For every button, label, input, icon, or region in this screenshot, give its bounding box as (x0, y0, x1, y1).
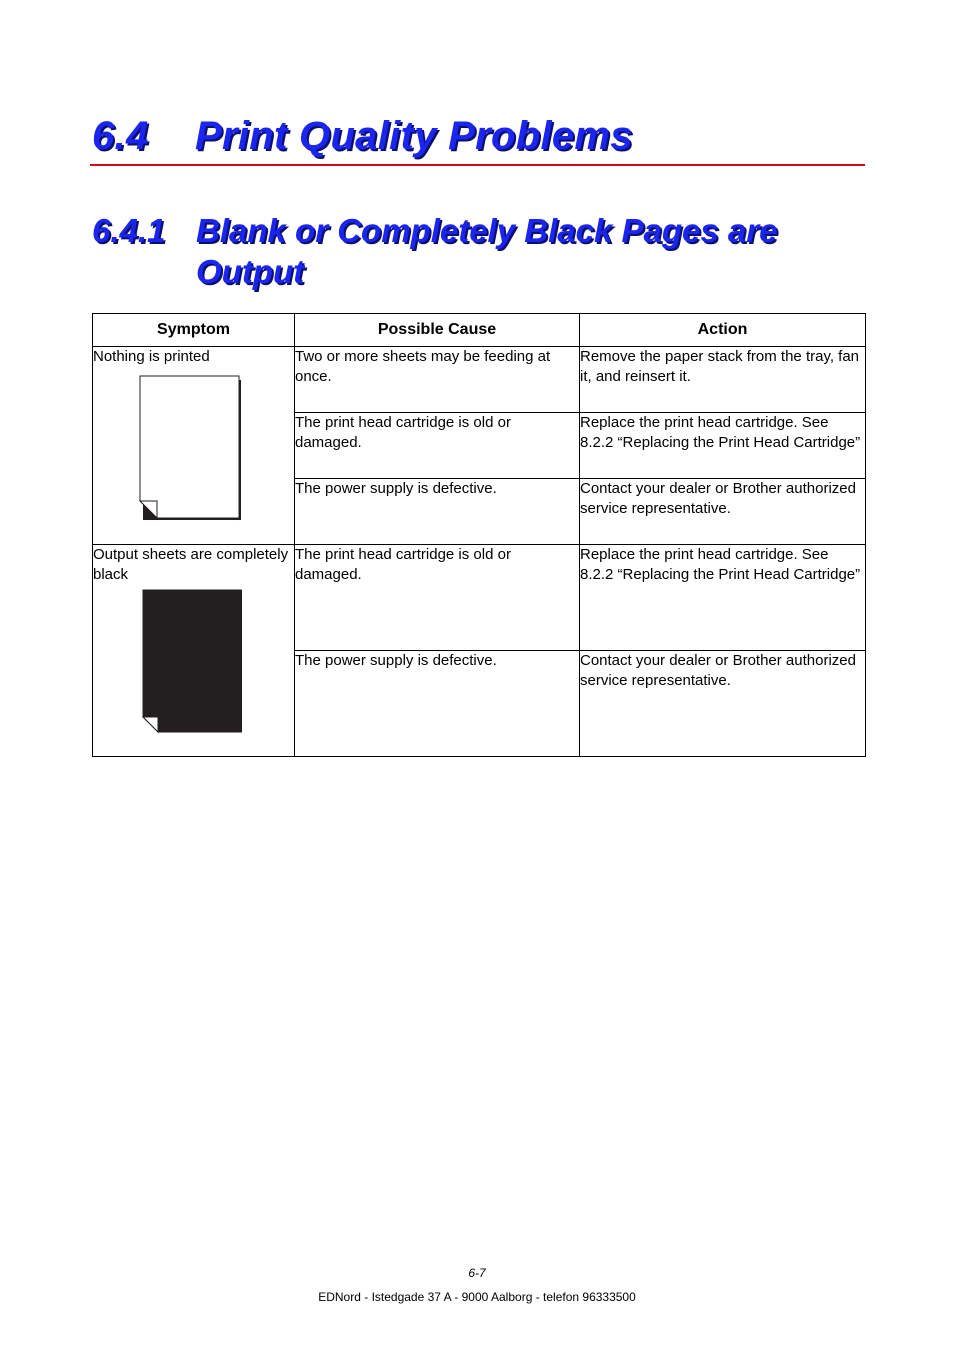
subsection-title: Blank or Completely Black Pages are Output (196, 212, 778, 290)
cause-cell: The print head cartridge is old or damaged. (295, 413, 580, 479)
section-title: Print Quality Problems (195, 114, 633, 158)
subsection-number: 6.4.1 (92, 212, 166, 249)
action-cell: Replace the print head cartridge. See 8.2.2 “Replacing the Print Head Cartridge” (580, 413, 866, 479)
page-number: 6-7 (468, 1266, 486, 1280)
header-action: Action (580, 314, 866, 347)
cause-cell: The print head cartridge is old or damaged. (295, 545, 580, 651)
symptom-cell-black (93, 545, 295, 757)
action-cell: Contact your dealer or Brother authorized service representative. (580, 479, 866, 545)
header-possible-cause: Possible Cause (295, 314, 580, 347)
action-cell: Replace the print head cartridge. See 8.2.2 “Replacing the Print Head Cartridge” (580, 545, 866, 651)
cause-cell: The power supply is defective. (295, 479, 580, 545)
heading-rule (90, 164, 865, 166)
symptom-label: Output sheets are completely black (93, 546, 289, 583)
troubleshooting-table (92, 313, 866, 757)
action-cell: Contact your dealer or Brother authorized service representative. (580, 651, 866, 757)
footer-address: EDNord - Istedgade 37 A - 9000 Aalborg - telefon 96333500 (318, 1290, 636, 1304)
cause-cell: The power supply is defective. (295, 651, 580, 757)
section-heading (92, 114, 633, 159)
cause-cell: Two or more sheets may be feeding at once. (295, 347, 580, 413)
symptom-cell-blank (93, 347, 295, 545)
subsection-heading (92, 210, 836, 292)
blank-page-icon (132, 373, 242, 523)
action-cell: Remove the paper stack from the tray, fan it, and reinsert it. (580, 347, 866, 413)
header-symptom: Symptom (93, 314, 295, 347)
section-number: 6.4 (92, 114, 149, 158)
table-row (93, 545, 866, 651)
table-row (93, 347, 866, 413)
black-page-icon (132, 588, 242, 736)
symptom-label: Nothing is printed (93, 348, 210, 365)
table-header-row (93, 314, 866, 347)
